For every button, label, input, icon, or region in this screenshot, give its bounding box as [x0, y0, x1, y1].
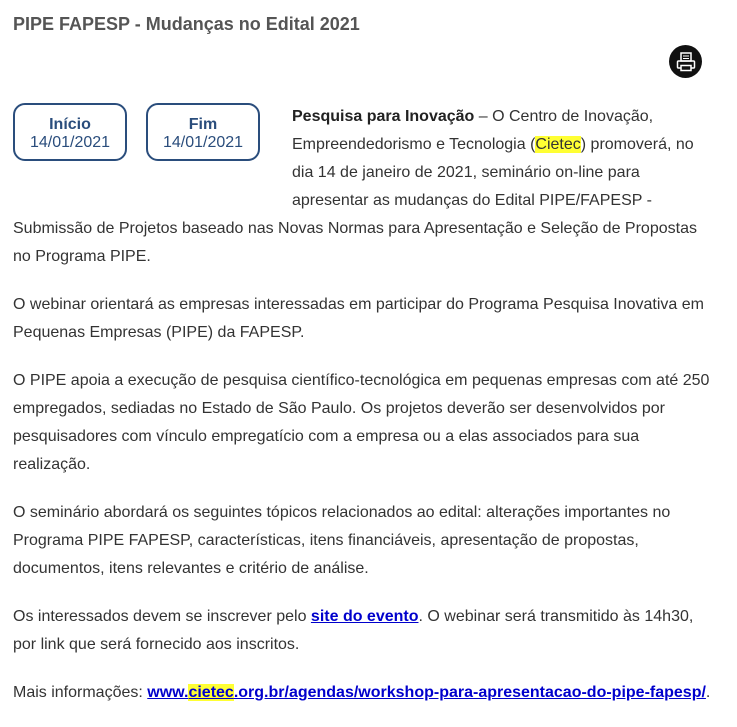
print-button[interactable] — [669, 45, 702, 78]
more-info-link-highlight: cietec — [188, 684, 234, 701]
paragraph-registration — [13, 603, 715, 659]
page-title: PIPE FAPESP - Mudanças no Edital 2021 — [13, 14, 360, 34]
paragraph-more-info — [13, 679, 715, 707]
registration-text-b: . O webinar será transmitido às 14h30, por link que será fornecido aos inscritos. — [13, 608, 694, 653]
start-date-label: Início — [49, 116, 91, 133]
paragraph-topics: O seminário abordará os seguintes tópicos relacionados ao edital: alterações importantes no Programa PIPE FAPESP, características, itens financiáveis, apresentação de propostas, documentos, itens relevantes e critério de análise. — [13, 504, 671, 577]
article-content — [13, 103, 715, 727]
more-info-link-a: www. — [147, 684, 189, 701]
paragraph-webinar: O webinar orientará as empresas interessadas em participar do Programa Pesquisa Inovativa em Pequenas Empresas (PIPE) da FAPESP. — [13, 296, 704, 341]
print-icon — [675, 51, 697, 73]
intro-highlight: Cietec — [535, 136, 581, 153]
intro-text-b: ) promoverá, no dia 14 de janeiro de 2021, seminário on-line para apresentar as mudanças do Edital PIPE/FAPESP - Submissão de Projetos baseado nas Novas Normas para Apresentação e Seleção de Propostas no Programa PIPE. — [13, 136, 697, 265]
more-info-period: . — [705, 684, 711, 701]
end-date-label: Fim — [188, 116, 218, 133]
end-date-box — [146, 103, 260, 161]
event-dates — [13, 103, 292, 215]
more-info-link[interactable] — [147, 684, 706, 701]
event-site-link[interactable]: site do evento — [310, 608, 419, 625]
end-date-value: 14/01/2021 — [162, 134, 244, 151]
start-date-value: 14/01/2021 — [29, 134, 111, 151]
intro-text-a: – O Centro de Inovação, Empreendedorismo e Tecnologia ( — [292, 108, 654, 153]
intro-bold: Pesquisa para Inovação — [292, 108, 475, 125]
start-date-box — [13, 103, 127, 161]
more-info-link-b: .org.br/agendas/workshop-para-apresentacao-do-pipe-fapesp/ — [233, 684, 706, 701]
paragraph-pipe: O PIPE apoia a execução de pesquisa científico-tecnológica em pequenas empresas com até 250 empregados, sediadas no Estado de São Paulo. Os projetos deverão ser desenvolvidos por pesquisadores com vínculo empregatício com a empresa ou a elas associados para sua realização. — [13, 372, 710, 473]
registration-text-a: Os interessados devem se inscrever pelo — [13, 608, 311, 625]
more-info-label: Mais informações: — [13, 684, 148, 701]
